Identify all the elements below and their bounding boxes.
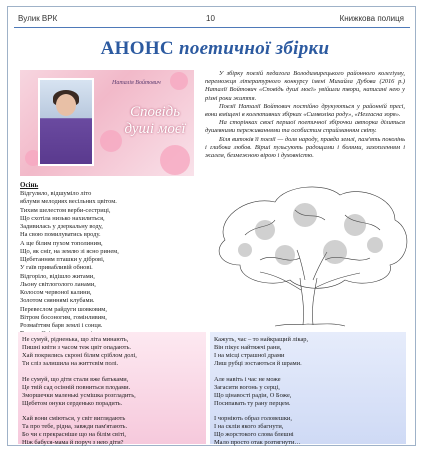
verse-line: Не сумуй, що діти стали вже батьками, [22, 375, 129, 383]
verse-line: Але навіть і час не може [214, 375, 281, 383]
header-divider [14, 27, 410, 28]
poem-line: На свою помилуватись вроду. [20, 231, 101, 239]
intro-paragraph: У збірку поезій педагога Володимирецького районного колегіуму, переможця літературного конкурсу імені Михайла Дубова (2016 р.) Наталії Войтович «Сповідь душі моєї» увійшли твори, написані нею у різні роки життя. [205, 70, 405, 102]
poem-line: Щебетанням пташки у діброві, [20, 256, 105, 263]
title-italic: поетичної збірки [179, 38, 330, 59]
verse-line: Пишні квіти з часом теж цвіт опадають. [22, 343, 131, 351]
blossom-shape [170, 72, 188, 90]
article-title [40, 38, 390, 60]
stanza [22, 336, 137, 368]
verse-line: Мало просто отак розтягнути… [214, 439, 301, 447]
intro-paragraph: Поезії Наталії Войтович постійно друкуються у районній пресі, вони вміщені в колективних збірках «Символіка роду», «Незгасна зоря». [205, 102, 405, 119]
cover-author: Наталія Войтович [112, 80, 161, 86]
book-cover-image [20, 70, 194, 176]
author-photo [38, 78, 94, 166]
poem-line: Задивилась у дзеркальну воду, [20, 223, 103, 230]
verse-line: І чорніють образ головешки, [214, 415, 292, 423]
poem-line: Колосом червоної калини, [20, 289, 92, 296]
stanza [22, 376, 137, 408]
stanza [214, 415, 308, 447]
verse-line: Не сумуй, рідненька, що літа минають, [22, 336, 129, 343]
verse-line: Щебетом онуки серденько порадить. [22, 399, 123, 407]
poem-line: Що схотіла низько нахилиться, [20, 214, 105, 222]
tree-illustration [205, 180, 415, 330]
poem-body [20, 190, 200, 339]
poem-title: Осінь [20, 181, 39, 189]
blossom-shape [160, 145, 190, 175]
verse-line: Лиш рубці зостаються й шрами. [214, 359, 302, 367]
verse-line: І на скліи якого збагнути, [214, 423, 284, 431]
title-plain: АНОНС [100, 38, 179, 59]
poem-line: Вітром босоногим, гомінливим, [20, 313, 107, 321]
stanza [214, 336, 308, 368]
poem-line: У гаїв привабливій обнові. [20, 264, 93, 272]
intro-paragraph: Біля витоків її поезії — доля народу, правда землі, пам'ять поколінь і глибока любов. Вірші пульсують радощами і болями, захопленням і жалем, безмежною вірою і духовністю. [205, 135, 405, 160]
poem-line: Розмаїттям барв землі і сонця. [20, 322, 103, 329]
verse-line: Загасити вогонь у серці, [214, 383, 280, 391]
verse-line: Що цінавості радіи, О Боже, [214, 391, 292, 399]
verse-line: Зморшечки маленькі усмішка розгладить, [22, 391, 136, 399]
blossom-shape [100, 130, 122, 152]
poem-line: Перевеслом райдуги шовковим, [20, 305, 107, 313]
poem-line: Тихим шелестом верби-сестриці, [20, 206, 111, 214]
verse-line: Що жорстокого слова блешні [214, 431, 294, 439]
verses-right [214, 336, 308, 455]
poem-line: Відгуляло, відшуміло літо [20, 190, 92, 197]
header-right: Книжкова полиця [339, 14, 404, 23]
verse-line: Кажуть, час – то найкращий лікар, [214, 336, 309, 343]
verse-line: Ти сліз залишила на життєвім полі. [22, 359, 119, 367]
page-number: 10 [206, 14, 215, 23]
cover-book-title: Сповідь душі моєї [124, 104, 186, 137]
poem-line: Що, як сніг, на землю зі ясно ринем, [20, 247, 119, 255]
page-header [14, 12, 410, 26]
verse-line: Посипавать ту рану перцем. [214, 399, 291, 407]
stanza [22, 415, 137, 447]
verse-line: Це твій сад осінній повниться плодами. [22, 383, 131, 391]
poem-line: яблуми мелодиях весільних цвітом. [20, 198, 117, 206]
verse-line: Хай вони сміються, у світ виглядають [22, 415, 126, 423]
verse-line: І на місці страшної драми [214, 351, 285, 359]
poem-line: Золотом сяяннямі клубами. [20, 297, 95, 305]
verse-line: Бо чи є прекрасніше що на білім світі, [22, 431, 127, 439]
intro-text [205, 70, 405, 160]
verse-line: Він пікує найтяжчі рани, [214, 343, 282, 351]
poem-line: Льону світлоголого ланами, [20, 280, 96, 288]
verse-line: Та про тебе, рідна, завжди пам'ятають. [22, 423, 128, 431]
header-left: Вулик ВРК [18, 14, 58, 23]
author-face [56, 94, 76, 116]
verses-left [22, 336, 137, 455]
poem-line: А ще білим пухом тополиним, [20, 239, 103, 247]
poem-line: Відгоріло, відішло житами, [20, 272, 95, 280]
verse-line: Хай покрились скроні білим сріблом долі, [22, 351, 137, 359]
intro-paragraph: На сторінках своєї першої поетичної збірочки авторка ділиться душевними переживаннями та особистим сприйманням світу. [205, 119, 405, 135]
verse-line: Ніж бабуся-мама й поруч з нею діти? [22, 439, 124, 447]
stanza [214, 376, 308, 408]
